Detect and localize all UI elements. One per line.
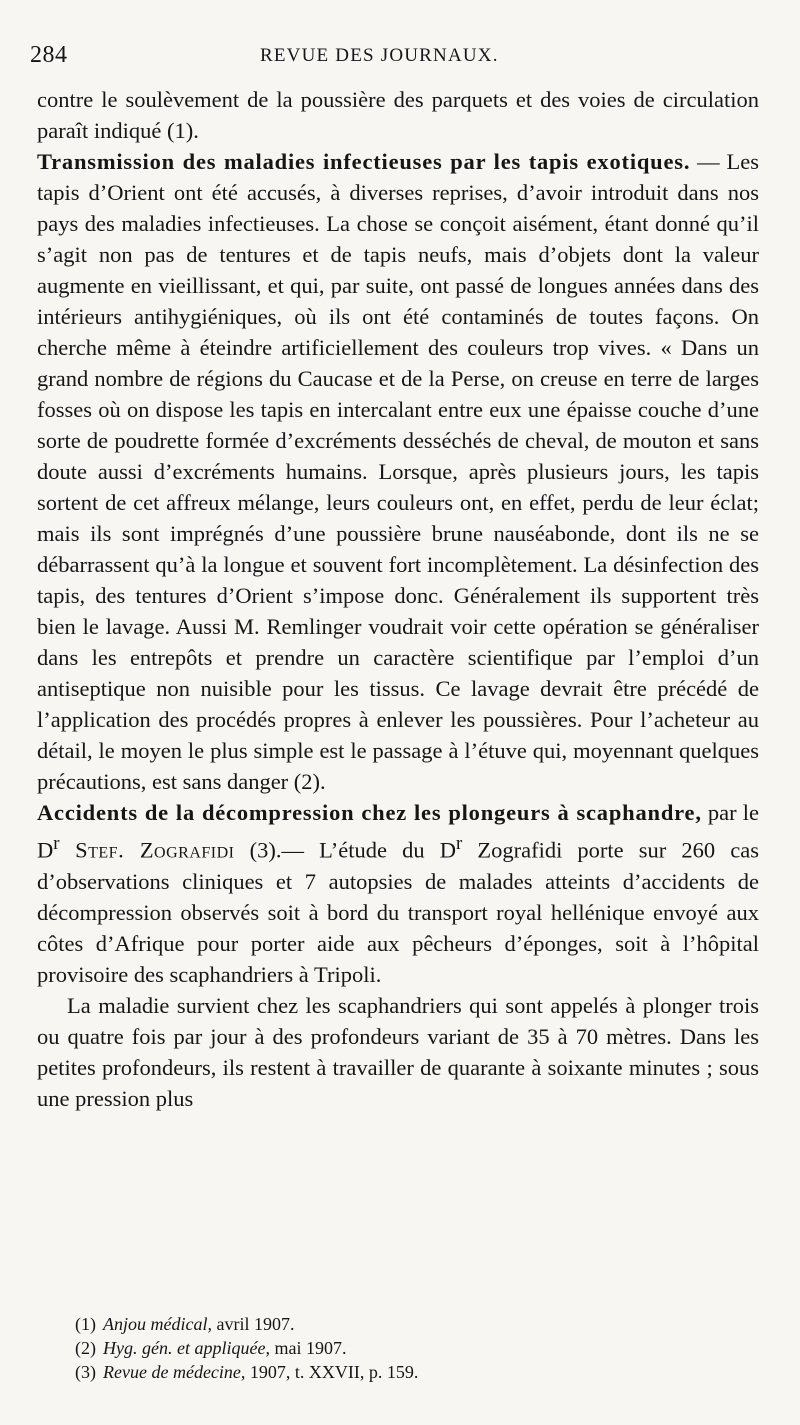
footnotes [75, 1312, 755, 1384]
footnote-detail: avril 1907. [211, 1314, 295, 1334]
section-title-decompression: Accidents de la décompression chez les plongeurs à scaphandre, [37, 800, 702, 825]
footnote-mark: (2) [75, 1338, 96, 1358]
section-ref: (3).— L’étude du D [234, 837, 456, 863]
footnote-source: Revue de médecine, [103, 1362, 246, 1382]
footnote-mark: (3) [75, 1362, 96, 1382]
footnote-detail: 1907, t. XXVII, p. 159. [245, 1362, 419, 1382]
footnote-3 [75, 1360, 755, 1384]
footnote-source: Hyg. gén. et appliquée, [103, 1338, 270, 1358]
section-text-decompression: Zografidi porte sur 260 cas d’observations cliniques et 7 autopsies de malades atteints d’accidents de décompression observés soit à bord du transport royal hellénique envoyé aux côtes d’Afrique pour porter aide aux pêcheurs d’éponges, soit à l’hôpital provisoire des scaphandriers à Tripoli. [37, 837, 759, 987]
journal-title: REVUE DES JOURNAUX. [260, 45, 499, 66]
section-author: Stef. Zografidi [59, 837, 235, 863]
footnote-detail: mai 1907. [269, 1338, 347, 1358]
title-sup: r [53, 833, 60, 854]
footnote-source: Anjou médical, [103, 1314, 212, 1334]
paragraph-divers: La maladie survient chez les scaphandriers qui sont appelés à plonger trois ou quatre fois par jour à des profondeurs variant de 35 à 70 mètres. Dans les petites profondeurs, ils restent à travailler de quarante à soixante minutes ; sous une pression plus [37, 992, 759, 1111]
footnote-1 [75, 1312, 755, 1336]
footnote-mark: (1) [75, 1314, 96, 1334]
continued-paragraph: contre le soulèvement de la poussière des parquets et des voies de circulation paraît indiqué (1). [37, 87, 759, 143]
title-sup-2: r [455, 833, 463, 854]
section-decompression [37, 797, 759, 990]
section-title-carpets: Transmission des maladies infectieuses par les tapis exotiques. [37, 149, 691, 174]
running-head [30, 42, 770, 72]
section-carpets [37, 146, 759, 797]
page-number: 284 [30, 42, 68, 68]
footnote-2 [75, 1336, 755, 1360]
section-byline-par: par le D [37, 800, 759, 863]
section-text-carpets: — Les tapis d’Orient ont été accusés, à diverses reprises, d’avoir introduit dans nos pays des maladies infectieuses. La chose se conçoit aisément, étant donné qu’il s’agit non pas de tentures et de tapis neufs, mais d’objets dont la valeur augmente en vieillissant, et qui, par suite, ont passé de longues années dans des intérieurs antihygiéniques, où ils ont été contaminés de toutes façons. On cherche même à éteindre artificiellement des couleurs trop vives. « Dans un grand nombre de régions du Caucase et de la Perse, on creuse en terre de larges fosses où on dispose les tapis en intercalant entre eux une épaisse couche d’une sorte de poudrette formée d’excréments desséchés de cheval, de mouton et sans doute aussi d’excréments humains. Lorsque, après plusieurs jours, les tapis sortent de cet affreux mélange, leurs couleurs ont, en effet, perdu de leur éclat; mais ils sont imprégnés d’une poussière brune nauséabonde, dont ils ne se débarrassent qu’à la longue et souvent fort incomplètement. La désinfection des tapis, des tentures d’Orient s’impose donc. Généralement ils supportent très bien le lavage. Aussi M. Remlinger voudrait voir cette opération se généraliser dans les entrepôts et prendre un caractère scientifique par l’emploi d’un antiseptique non nuisible pour les tissus. Ce lavage devrait être précédé de l’application des procédés propres à enlever les poussières. Pour l’acheteur au détail, le moyen le plus simple est le passage à l’étuve qui, moyennant quelques précautions, est sans danger (2). [37, 149, 759, 794]
article-body [37, 84, 759, 1114]
